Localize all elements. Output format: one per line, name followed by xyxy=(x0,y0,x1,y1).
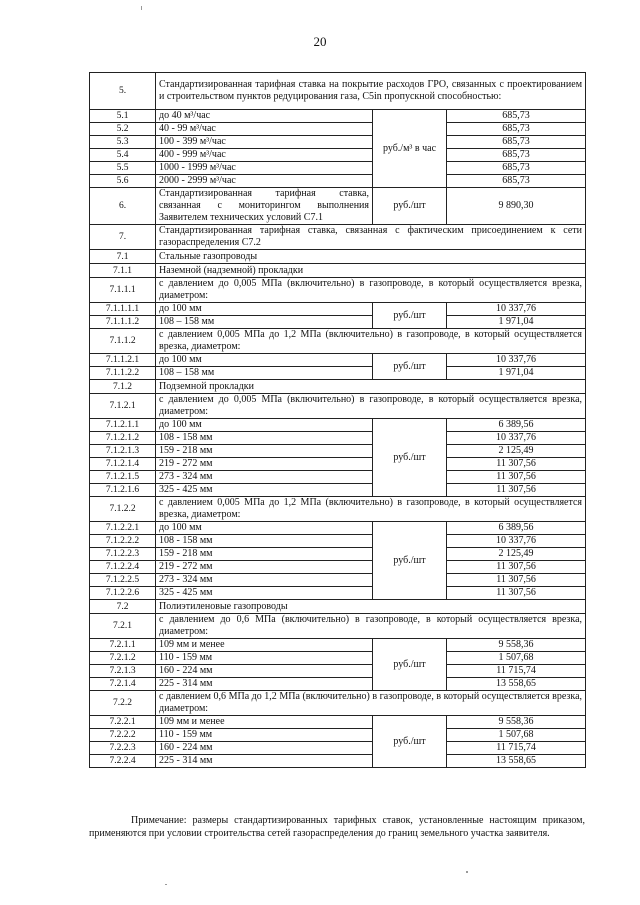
tariff-table xyxy=(89,72,586,768)
row-description: 40 - 99 м³/час xyxy=(156,123,373,136)
row-description: Наземной (надземной) прокладки xyxy=(156,264,586,278)
row-number: 7.2 xyxy=(90,600,156,614)
table-row xyxy=(90,497,586,522)
row-number: 7.1.2.1.4 xyxy=(90,458,156,471)
table-row xyxy=(90,175,586,188)
row-number: 5.6 xyxy=(90,175,156,188)
table-row xyxy=(90,149,586,162)
table-row xyxy=(90,329,586,354)
row-description: Стальные газопроводы xyxy=(156,250,586,264)
rate-value: 10 337,76 xyxy=(447,432,586,445)
table-row xyxy=(90,458,586,471)
row-number: 7.1.2.1.3 xyxy=(90,445,156,458)
table-row xyxy=(90,639,586,652)
table-row xyxy=(90,432,586,445)
unit-cell: руб./шт xyxy=(373,303,447,329)
table-row xyxy=(90,380,586,394)
row-description: 225 - 314 мм xyxy=(156,755,373,768)
row-number: 7.1.1.2 xyxy=(90,329,156,354)
row-number: 5.4 xyxy=(90,149,156,162)
table-row xyxy=(90,419,586,432)
row-number: 5.2 xyxy=(90,123,156,136)
table-row xyxy=(90,587,586,600)
unit-cell: руб./м³ в час xyxy=(373,110,447,188)
row-number: 7.1.2.2 xyxy=(90,497,156,522)
rate-value: 11 307,56 xyxy=(447,574,586,587)
row-description: 1000 - 1999 м³/час xyxy=(156,162,373,175)
table-row xyxy=(90,225,586,250)
tariff-table-body xyxy=(90,73,586,768)
rate-value: 2 125,49 xyxy=(447,548,586,561)
row-number: 7.2.2.1 xyxy=(90,716,156,729)
row-description: Полиэтиленовые газопроводы xyxy=(156,600,586,614)
row-description: 325 - 425 мм xyxy=(156,484,373,497)
row-number: 7.1.2.2.2 xyxy=(90,535,156,548)
table-row xyxy=(90,123,586,136)
row-description: с давлением до 0,6 МПа (включительно) в газопроводе, в который осуществляется врезка, диаметром: xyxy=(156,614,586,639)
rate-value: 6 389,56 xyxy=(447,419,586,432)
row-number: 5.3 xyxy=(90,136,156,149)
row-description: с давлением 0,6 МПа до 1,2 МПа (включительно) в газопроводе, в который осуществляется врезка, диаметром: xyxy=(156,691,586,716)
rate-value: 9 558,36 xyxy=(447,716,586,729)
row-number: 7.1.2.1.5 xyxy=(90,471,156,484)
row-description: с давлением 0,005 МПа до 1,2 МПа (включительно) в газопроводе, в который осуществляется врезка, диаметром: xyxy=(156,329,586,354)
row-description: Стандартизированная тарифная ставка, связанная с фактическим присоединением к сети газораспределения C7.2 xyxy=(156,225,586,250)
unit-cell: руб./шт xyxy=(373,716,447,768)
row-number: 5.1 xyxy=(90,110,156,123)
table-row xyxy=(90,445,586,458)
rate-value: 685,73 xyxy=(447,123,586,136)
table-row xyxy=(90,716,586,729)
table-row xyxy=(90,264,586,278)
row-number: 7.1.2.2.4 xyxy=(90,561,156,574)
row-description: с давлением до 0,005 МПа (включительно) в газопроводе, в который осуществляется врезка, диаметром: xyxy=(156,394,586,419)
row-description: до 100 мм xyxy=(156,522,373,535)
unit-cell: руб./шт xyxy=(373,419,447,497)
table-row xyxy=(90,755,586,768)
footnote: Примечание: размеры стандартизированных тарифных ставок, установленные настоящим приказом, применяются при условии строительства сетей газораспределения до границ земельного участка заявителя. xyxy=(89,815,585,839)
row-description: 219 - 272 мм xyxy=(156,458,373,471)
row-description: 110 - 159 мм xyxy=(156,729,373,742)
row-number: 7.1.1.1.2 xyxy=(90,316,156,329)
rate-value: 10 337,76 xyxy=(447,354,586,367)
scan-mark xyxy=(141,6,142,10)
row-number: 7.1.2.1.1 xyxy=(90,419,156,432)
row-description: 100 - 399 м³/час xyxy=(156,136,373,149)
rate-value: 11 307,56 xyxy=(447,587,586,600)
rate-value: 1 507,68 xyxy=(447,729,586,742)
row-number: 7.1.1.2.1 xyxy=(90,354,156,367)
rate-value: 1 971,04 xyxy=(447,316,586,329)
row-number: 7.1.2.1 xyxy=(90,394,156,419)
row-description: 108 - 158 мм xyxy=(156,535,373,548)
row-number: 7.2.2.4 xyxy=(90,755,156,768)
row-description: 108 – 158 мм xyxy=(156,367,373,380)
rate-value: 6 389,56 xyxy=(447,522,586,535)
table-row xyxy=(90,484,586,497)
table-row xyxy=(90,250,586,264)
row-description: 159 - 218 мм xyxy=(156,548,373,561)
row-description: 160 - 224 мм xyxy=(156,665,373,678)
unit-cell: руб./шт xyxy=(373,639,447,691)
unit-cell: руб./шт xyxy=(373,188,447,225)
row-description: 325 - 425 мм xyxy=(156,587,373,600)
row-description: до 100 мм xyxy=(156,303,373,316)
table-row xyxy=(90,367,586,380)
row-number: 5. xyxy=(90,73,156,110)
row-description: с давлением 0,005 МПа до 1,2 МПа (включительно) в газопроводе, в который осуществляется врезка, диаметром: xyxy=(156,497,586,522)
row-number: 6. xyxy=(90,188,156,225)
row-description: до 100 мм xyxy=(156,419,373,432)
table-row xyxy=(90,535,586,548)
rate-value: 685,73 xyxy=(447,175,586,188)
table-row xyxy=(90,548,586,561)
table-row xyxy=(90,729,586,742)
row-description: Стандартизированная тарифная ставка на покрытие расходов ГРО, связанных с проектированием и строительством пунктов редуцирования газа, C5in пропускной способностью: xyxy=(156,73,586,110)
table-row xyxy=(90,665,586,678)
row-number: 7.1.2.2.3 xyxy=(90,548,156,561)
table-row xyxy=(90,354,586,367)
rate-value: 685,73 xyxy=(447,149,586,162)
table-row xyxy=(90,574,586,587)
rate-value: 13 558,65 xyxy=(447,678,586,691)
row-description: 109 мм и менее xyxy=(156,639,373,652)
row-description: Стандартизированная тарифная ставка, связанная с мониторингом выполнения Заявителем технических условий C7.1 xyxy=(156,188,373,225)
row-description: с давлением до 0,005 МПа (включительно) в газопроводе, в который осуществляется врезка, диаметром: xyxy=(156,278,586,303)
table-row xyxy=(90,394,586,419)
row-description: Подземной прокладки xyxy=(156,380,586,394)
table-row xyxy=(90,136,586,149)
table-row xyxy=(90,561,586,574)
table-row xyxy=(90,110,586,123)
table-row xyxy=(90,188,586,225)
table-row xyxy=(90,742,586,755)
row-number: 7.1.1.2.2 xyxy=(90,367,156,380)
row-number: 7.1.2.1.6 xyxy=(90,484,156,497)
row-description: 108 – 158 мм xyxy=(156,316,373,329)
row-number: 7.1.2.2.1 xyxy=(90,522,156,535)
row-number: 7.1.1 xyxy=(90,264,156,278)
row-description: 159 - 218 мм xyxy=(156,445,373,458)
rate-value: 685,73 xyxy=(447,110,586,123)
row-description: 400 - 999 м³/час xyxy=(156,149,373,162)
table-row xyxy=(90,303,586,316)
row-number: 7.2.2.2 xyxy=(90,729,156,742)
rate-value: 13 558,65 xyxy=(447,755,586,768)
rate-value: 1 971,04 xyxy=(447,367,586,380)
row-description: 225 - 314 мм xyxy=(156,678,373,691)
rate-value: 9 890,30 xyxy=(447,188,586,225)
row-description: 160 - 224 мм xyxy=(156,742,373,755)
rate-value: 11 307,56 xyxy=(447,471,586,484)
row-description: 108 - 158 мм xyxy=(156,432,373,445)
scan-mark xyxy=(466,871,468,873)
row-number: 7.2.1.3 xyxy=(90,665,156,678)
rate-value: 11 715,74 xyxy=(447,665,586,678)
row-description: 273 - 324 мм xyxy=(156,574,373,587)
row-number: 5.5 xyxy=(90,162,156,175)
table-row xyxy=(90,600,586,614)
table-row xyxy=(90,162,586,175)
table-row xyxy=(90,652,586,665)
rate-value: 10 337,76 xyxy=(447,303,586,316)
rate-value: 11 307,56 xyxy=(447,458,586,471)
table-row xyxy=(90,471,586,484)
table-row xyxy=(90,522,586,535)
row-description: до 40 м³/час xyxy=(156,110,373,123)
row-number: 7. xyxy=(90,225,156,250)
row-number: 7.2.1 xyxy=(90,614,156,639)
row-number: 7.2.1.4 xyxy=(90,678,156,691)
table-row xyxy=(90,278,586,303)
row-number: 7.1 xyxy=(90,250,156,264)
table-row xyxy=(90,691,586,716)
row-number: 7.1.1.1 xyxy=(90,278,156,303)
table-row xyxy=(90,678,586,691)
row-number: 7.2.1.1 xyxy=(90,639,156,652)
row-number: 7.1.2.2.6 xyxy=(90,587,156,600)
row-number: 7.2.2 xyxy=(90,691,156,716)
table-row xyxy=(90,73,586,110)
rate-value: 9 558,36 xyxy=(447,639,586,652)
row-description: 219 - 272 мм xyxy=(156,561,373,574)
row-description: 110 - 159 мм xyxy=(156,652,373,665)
row-description: 2000 - 2999 м³/час xyxy=(156,175,373,188)
row-number: 7.1.2.1.2 xyxy=(90,432,156,445)
row-number: 7.1.2 xyxy=(90,380,156,394)
rate-value: 2 125,49 xyxy=(447,445,586,458)
rate-value: 11 307,56 xyxy=(447,561,586,574)
scan-mark xyxy=(165,884,167,885)
row-number: 7.2.2.3 xyxy=(90,742,156,755)
unit-cell: руб./шт xyxy=(373,522,447,600)
row-description: 109 мм и менее xyxy=(156,716,373,729)
page-number: 20 xyxy=(313,34,327,49)
rate-value: 685,73 xyxy=(447,136,586,149)
table-row xyxy=(90,614,586,639)
row-number: 7.2.1.2 xyxy=(90,652,156,665)
unit-cell: руб./шт xyxy=(373,354,447,380)
table-row xyxy=(90,316,586,329)
row-description: до 100 мм xyxy=(156,354,373,367)
rate-value: 685,73 xyxy=(447,162,586,175)
rate-value: 11 715,74 xyxy=(447,742,586,755)
rate-value: 10 337,76 xyxy=(447,535,586,548)
rate-value: 1 507,68 xyxy=(447,652,586,665)
rate-value: 11 307,56 xyxy=(447,484,586,497)
row-number: 7.1.1.1.1 xyxy=(90,303,156,316)
row-description: 273 - 324 мм xyxy=(156,471,373,484)
row-number: 7.1.2.2.5 xyxy=(90,574,156,587)
